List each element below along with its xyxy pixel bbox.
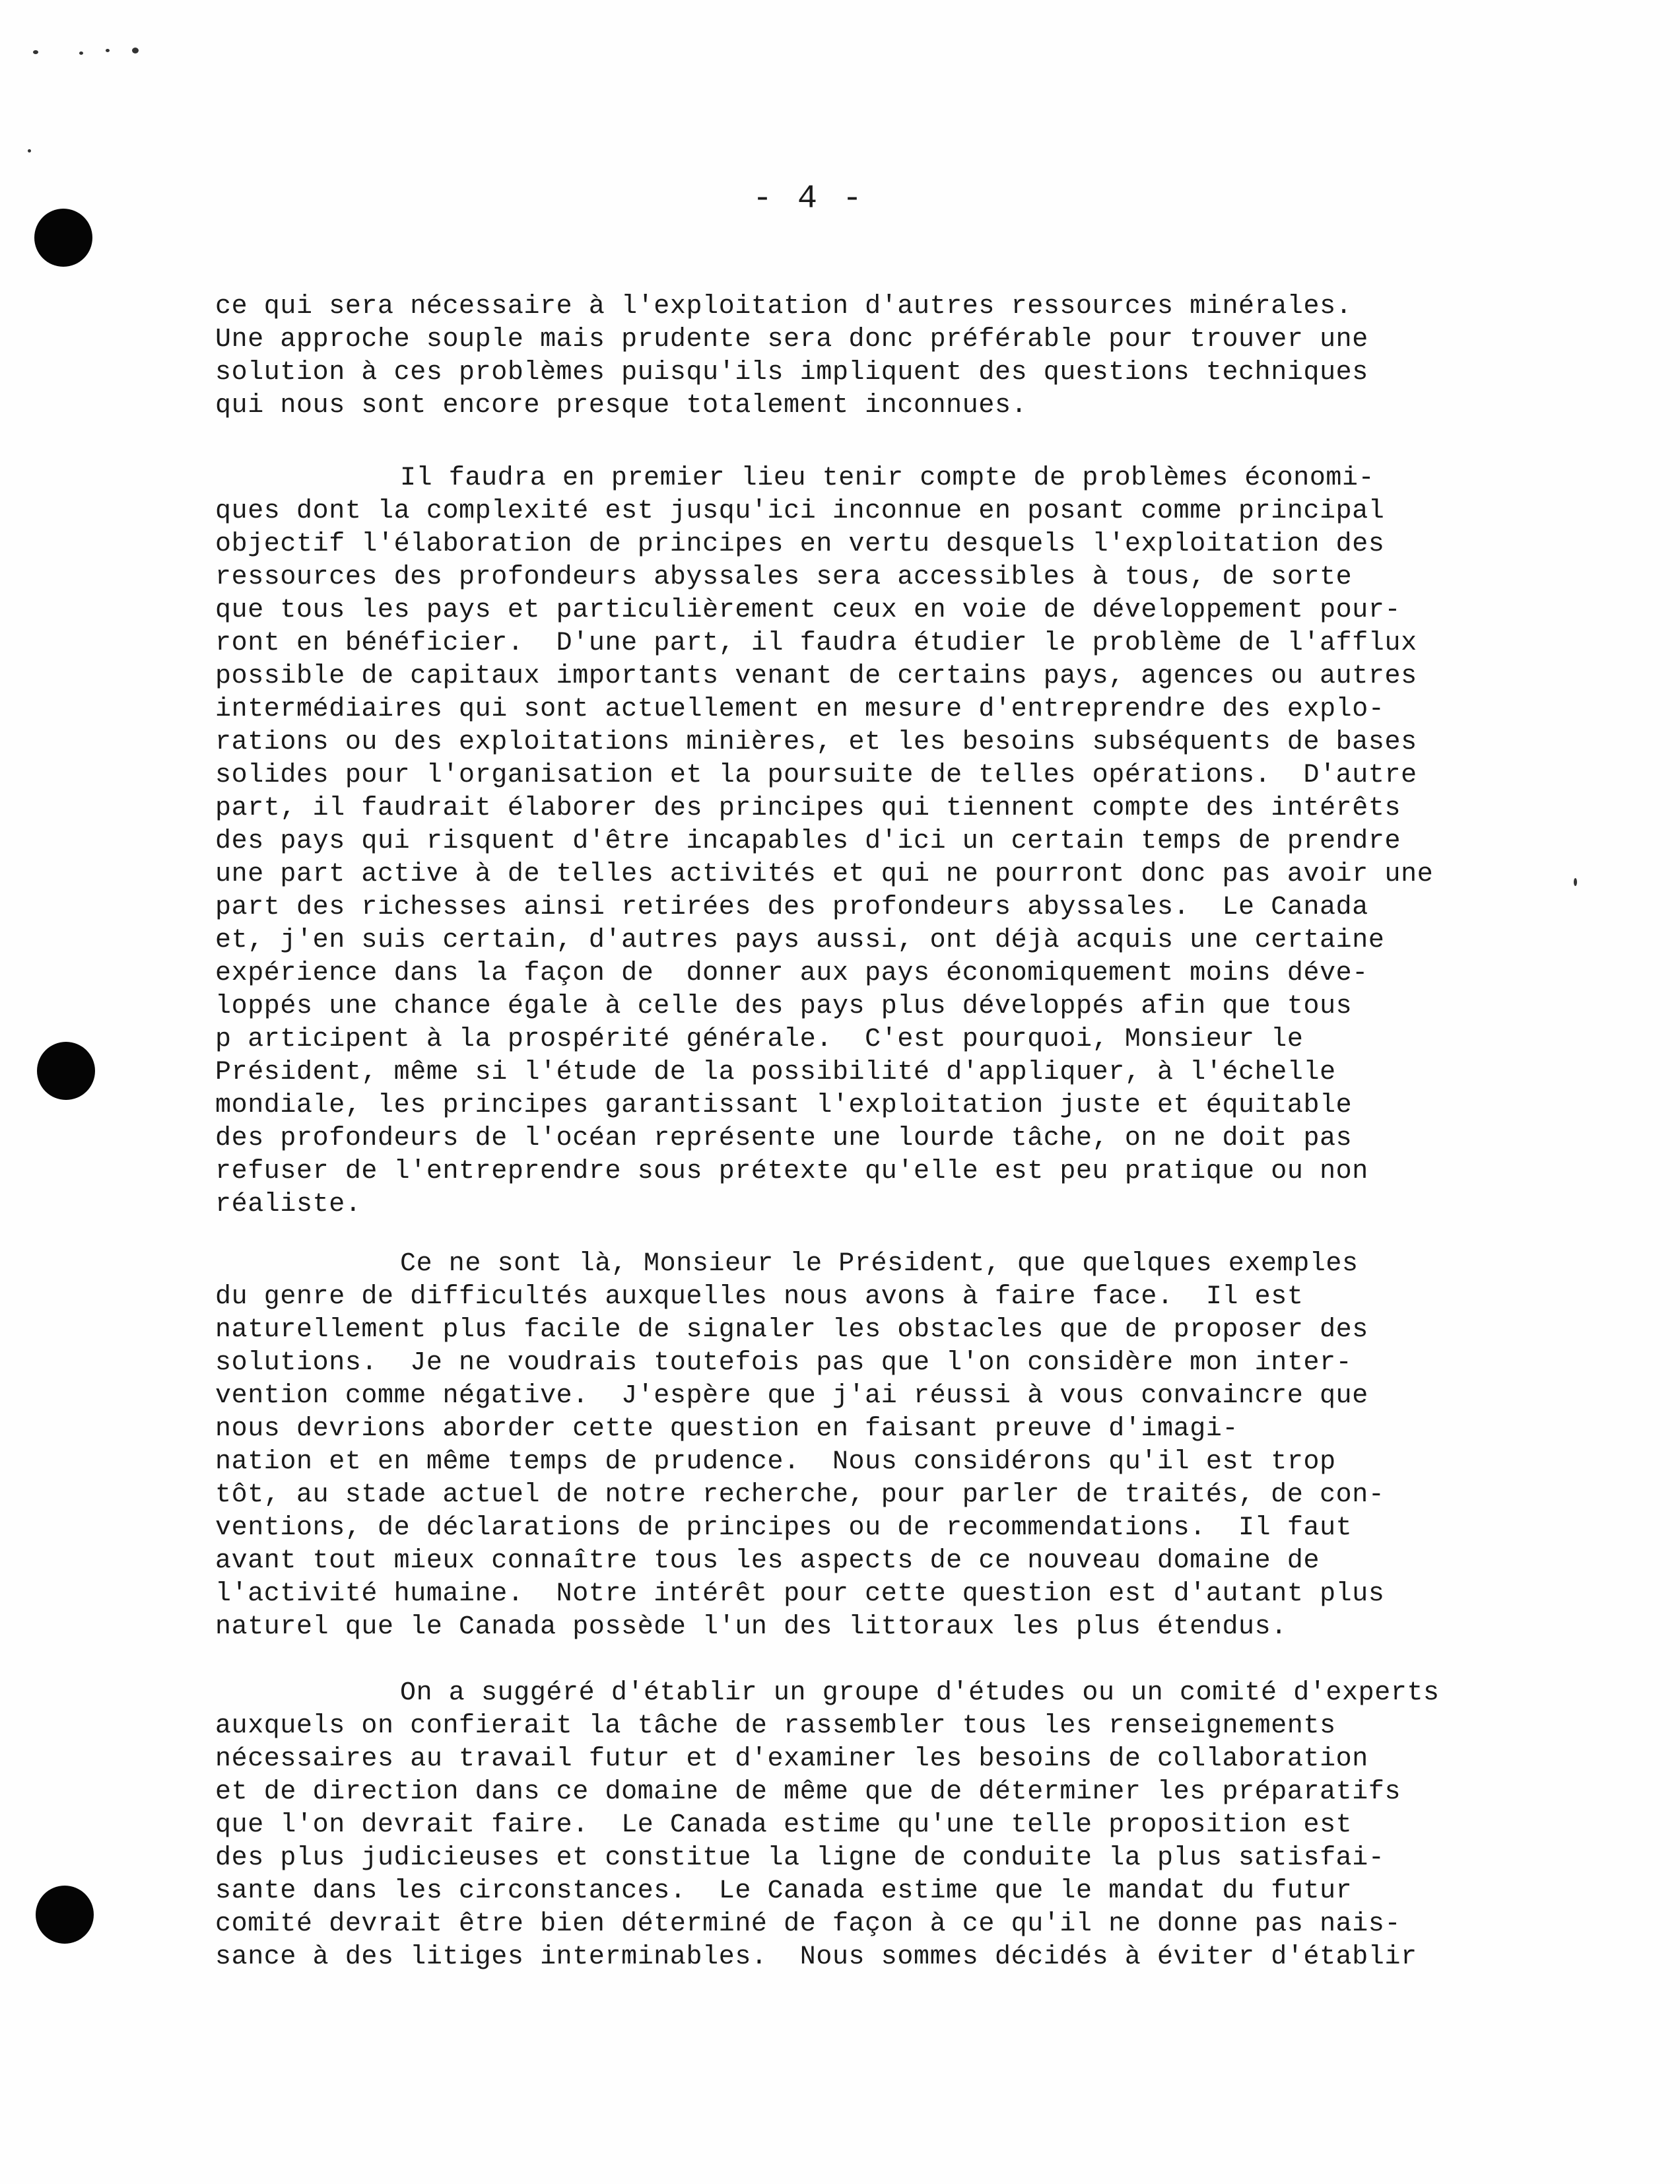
- text-line: expérience dans la façon de donner aux pays économiquement moins déve-: [215, 959, 1368, 988]
- paragraph: [215, 1248, 1469, 1644]
- text-line: intermédiaires qui sont actuellement en mesure d'entreprendre des explo-: [215, 695, 1385, 724]
- text-line: que tous les pays et particulièrement ceux en voie de développement pour-: [215, 596, 1401, 625]
- scan-speck: [79, 51, 83, 55]
- scan-speck: [33, 50, 38, 54]
- text-line: une part active à de telles activités et qui ne pourront donc pas avoir une: [215, 860, 1434, 889]
- text-line: part des richesses ainsi retirées des profondeurs abyssales. Le Canada: [215, 893, 1368, 922]
- text-line: mondiale, les principes garantissant l'exploitation juste et équitable: [215, 1091, 1353, 1120]
- text-line: et, j'en suis certain, d'autres pays aussi, ont déjà acquis une certaine: [215, 926, 1385, 955]
- text-line: qui nous sont encore presque totalement inconnues.: [215, 391, 1028, 421]
- text-line: tôt, au stade actuel de notre recherche, pour parler de traités, de con-: [215, 1480, 1385, 1510]
- punch-hole-bottom: [36, 1886, 94, 1944]
- text-line: réaliste.: [215, 1190, 362, 1219]
- text-line: des plus judicieuses et constitue la ligne de conduite la plus satisfai-: [215, 1843, 1385, 1873]
- text-line: vention comme négative. J'espère que j'ai réussi à vous convaincre que: [215, 1381, 1368, 1411]
- paragraph: [215, 290, 1469, 423]
- text-line: des pays qui risquent d'être incapables d'ici un certain temps de prendre: [215, 827, 1401, 856]
- text-line: sante dans les circonstances. Le Canada estime que le mandat du futur: [215, 1876, 1353, 1906]
- text-line: nous devrions aborder cette question en faisant preuve d'imagi-: [215, 1414, 1239, 1444]
- text-line: auxquels on confierait la tâche de rassembler tous les renseignements: [215, 1711, 1336, 1741]
- paragraph: [215, 462, 1469, 1221]
- text-line: et de direction dans ce domaine de même que de déterminer les préparatifs: [215, 1777, 1401, 1807]
- text-line: nation et en même temps de prudence. Nous considérons qu'il est trop: [215, 1447, 1336, 1477]
- scan-speck: [28, 149, 31, 153]
- text-line: avant tout mieux connaître tous les aspects de ce nouveau domaine de: [215, 1546, 1320, 1576]
- text-line: ventions, de déclarations de principes ou de recommendations. Il faut: [215, 1513, 1353, 1543]
- text-line: ront en bénéficier. D'une part, il faudra étudier le problème de l'afflux: [215, 629, 1417, 658]
- text-line: refuser de l'entreprendre sous prétexte qu'elle est peu pratique ou non: [215, 1157, 1368, 1186]
- punch-hole-middle: [37, 1042, 95, 1100]
- punch-hole-top: [34, 209, 92, 267]
- text-line: ques dont la complexité est jusqu'ici inconnue en posant comme principal: [215, 496, 1385, 526]
- text-line: solution à ces problèmes puisqu'ils impliquent des questions techniques: [215, 358, 1368, 388]
- text-line: possible de capitaux importants venant de certains pays, agences ou autres: [215, 662, 1417, 691]
- text-line: que l'on devrait faire. Le Canada estime qu'une telle proposition est: [215, 1810, 1353, 1840]
- paragraph: [215, 1677, 1469, 1974]
- text-line: naturellement plus facile de signaler les obstacles que de proposer des: [215, 1315, 1368, 1345]
- text-line: part, il faudrait élaborer des principes qui tiennent compte des intérêts: [215, 794, 1401, 823]
- text-line: Une approche souple mais prudente sera donc préférable pour trouver une: [215, 325, 1368, 355]
- text-line: sance à des litiges interminables. Nous sommes décidés à éviter d'établir: [215, 1942, 1417, 1972]
- text-line: nécessaires au travail futur et d'examiner les besoins de collaboration: [215, 1744, 1368, 1774]
- text-line: Il faudra en premier lieu tenir compte de problèmes économi-: [400, 463, 1375, 493]
- text-line: comité devrait être bien déterminé de façon à ce qu'il ne donne pas nais-: [215, 1909, 1401, 1939]
- text-line: p articipent à la prospérité générale. C'est pourquoi, Monsieur le: [215, 1025, 1304, 1054]
- text-line: objectif l'élaboration de principes en vertu desquels l'exploitation des: [215, 529, 1385, 559]
- text-line: des profondeurs de l'océan représente une lourde tâche, on ne doit pas: [215, 1124, 1353, 1153]
- text-line: ressources des profondeurs abyssales sera accessibles à tous, de sorte: [215, 563, 1353, 592]
- text-line: l'activité humaine. Notre intérêt pour cette question est d'autant plus: [215, 1579, 1385, 1609]
- scan-speck: [106, 49, 110, 52]
- scan-speck: [1574, 878, 1577, 886]
- text-line: du genre de difficultés auxquelles nous avons à faire face. Il est: [215, 1282, 1304, 1312]
- text-line: ce qui sera nécessaire à l'exploitation d'autres ressources minérales.: [215, 292, 1353, 322]
- page-number: - 4 -: [753, 180, 865, 218]
- scan-speck: [132, 48, 139, 53]
- text-line: naturel que le Canada possède l'un des littoraux les plus étendus.: [215, 1612, 1287, 1642]
- text-line: Président, même si l'étude de la possibilité d'appliquer, à l'échelle: [215, 1058, 1336, 1087]
- text-line: On a suggéré d'établir un groupe d'études ou un comité d'experts: [400, 1678, 1440, 1708]
- text-line: solutions. Je ne voudrais toutefois pas que l'on considère mon inter-: [215, 1348, 1353, 1378]
- text-line: loppés une chance égale à celle des pays plus développés afin que tous: [215, 992, 1353, 1021]
- text-line: solides pour l'organisation et la poursuite de telles opérations. D'autre: [215, 761, 1417, 790]
- text-line: rations ou des exploitations minières, et les besoins subséquents de bases: [215, 728, 1417, 757]
- text-line: Ce ne sont là, Monsieur le Président, que quelques exemples: [400, 1249, 1359, 1279]
